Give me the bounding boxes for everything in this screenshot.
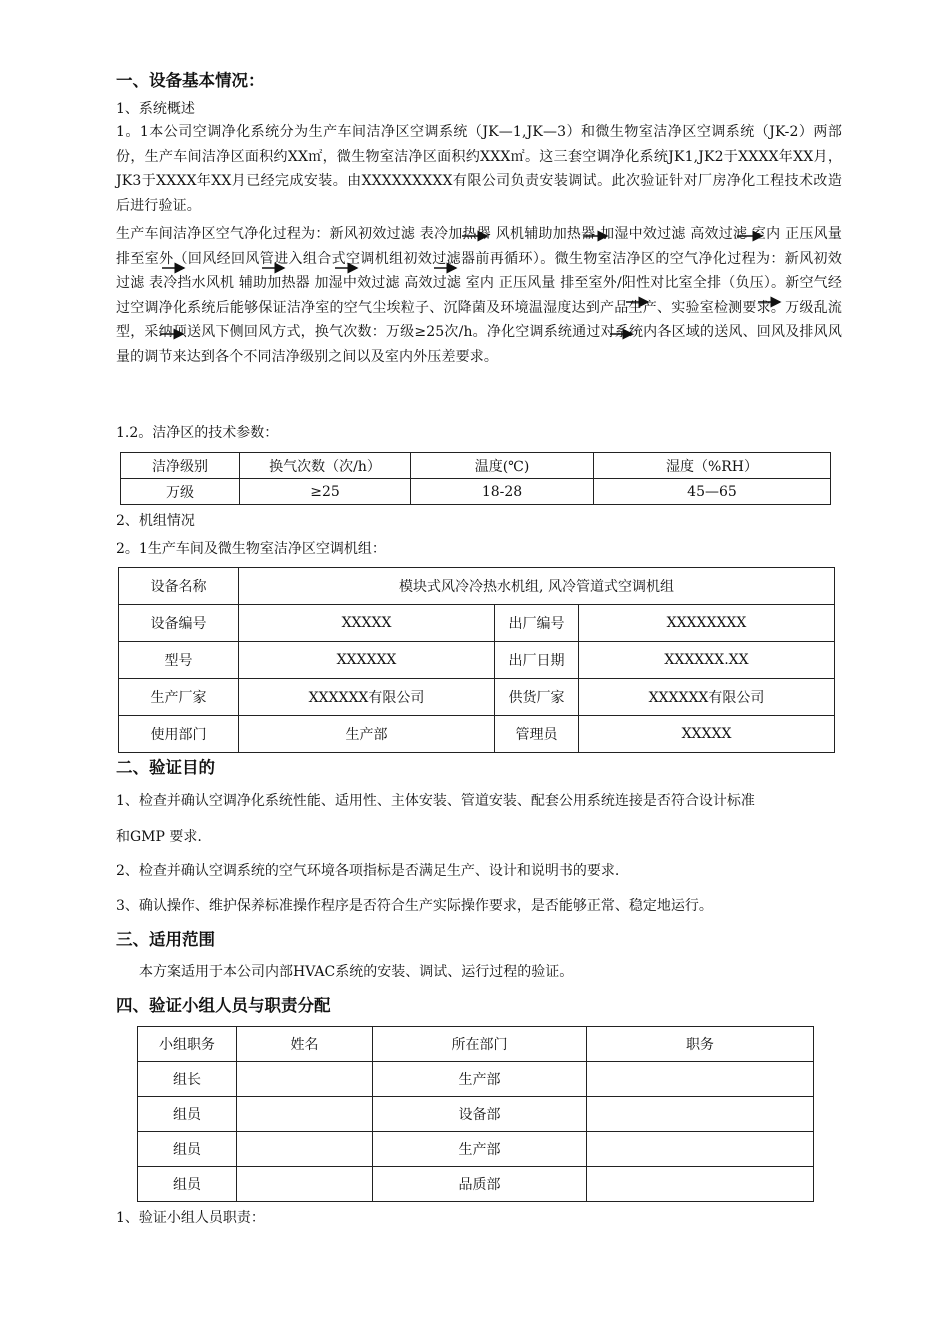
section-4-heading: 四、验证小组人员与职责分配 xyxy=(116,996,331,1015)
section-2-heading: 二、验证目的 xyxy=(116,758,215,777)
table-label-cell: 供货厂家 xyxy=(495,679,579,716)
table-cell xyxy=(587,1167,814,1202)
table-cell: XXXXXX xyxy=(239,642,495,679)
table-label-cell: 设备名称 xyxy=(119,568,239,605)
table-row xyxy=(138,1167,814,1202)
table-cell: 组员 xyxy=(138,1097,237,1132)
table-cell: XXXXX xyxy=(239,605,495,642)
subheading-tech-params: 1.2。洁净区的技术参数： xyxy=(116,425,279,441)
purpose-item-1-continued: 和GMP 要求. xyxy=(116,829,202,845)
table-cell: 组长 xyxy=(138,1062,237,1097)
table-row xyxy=(121,453,831,479)
table-cell xyxy=(587,1097,814,1132)
subheading-unit-status: 2、机组情况 xyxy=(116,513,195,529)
table-header-cell: 小组职务 xyxy=(138,1027,237,1062)
section-1-heading: 一、设备基本情况： xyxy=(116,71,265,90)
table-cell: 组员 xyxy=(138,1132,237,1167)
section-3-heading: 三、适用范围 xyxy=(116,930,215,949)
table-cell: 生产部 xyxy=(373,1132,587,1167)
table-cell: 45—65 xyxy=(594,479,831,505)
table-cell: 生产部 xyxy=(239,716,495,753)
tech-params-table xyxy=(120,452,831,505)
table-label-cell: 生产厂家 xyxy=(119,679,239,716)
table-label-cell: 型号 xyxy=(119,642,239,679)
table-cell xyxy=(587,1062,814,1097)
table-row xyxy=(119,716,835,753)
table-cell xyxy=(237,1167,373,1202)
table-cell: 生产部 xyxy=(373,1062,587,1097)
subheading-ahu: 2。1生产车间及微生物室洁净区空调机组： xyxy=(116,541,386,557)
table-header-cell: 姓名 xyxy=(237,1027,373,1062)
table-row xyxy=(138,1062,814,1097)
table-cell xyxy=(237,1132,373,1167)
table-header-cell: 所在部门 xyxy=(373,1027,587,1062)
table-cell: XXXXXX有限公司 xyxy=(579,679,835,716)
table-cell: 模块式风冷冷热水机组, 风冷管道式空调机组 xyxy=(239,568,835,605)
table-label-cell: 管理员 xyxy=(495,716,579,753)
purpose-item-3: 3、确认操作、维护保养标准操作程序是否符合生产实际操作要求，是否能够正常、稳定地运行。 xyxy=(116,898,713,914)
table-cell: 万级 xyxy=(121,479,240,505)
table-cell: XXXXXX.XX xyxy=(579,642,835,679)
paragraph-system-overview: 1。1本公司空调净化系统分为生产车间洁净区空调系统（JK—1,JK—3）和微生物室洁净区空调系统（JK-2）两部份，生产车间洁净区面积约XX㎡，微生物室洁净区面积约XXX㎡。这三套空调净化系统JK1,JK2于XXXX年XX月，JK3于XXXX年XX月已经完成安装。由XXXXXXXXX有限公司负责安装调试。此次验证针对厂房净化工程技术改造后进行验证。 xyxy=(116,124,842,214)
table-cell: 品质部 xyxy=(373,1167,587,1202)
table-cell: XXXXXXXX xyxy=(579,605,835,642)
subheading-system-overview: 1、系统概述 xyxy=(116,101,195,117)
table-cell: 设备部 xyxy=(373,1097,587,1132)
table-label-cell: 使用部门 xyxy=(119,716,239,753)
paragraph-purification-process: 生产车间洁净区空气净化过程为：新风初效过滤 表冷加热器 风机辅助加热器 加湿中效过滤 高效过滤 室内 正压风量 排至室外（回风经回风管进入组合式空调机组初效过滤器前再循环）。微生物室洁净区的空气净化过程为：新风初效过滤 表冷挡水风机 辅助加热器 加湿中效过滤 高效过滤 室内 正压风量 排至室外/阳性对比室全排（负压）。新空气经过空调净化系统后能够保证洁净室的空气尘埃粒子、沉降菌及环境温湿度达到产品生产、实验室检测要求。万级乱流型，采纳顶送风下侧回风方式，换气次数：万级≥25次/h。净化空调系统通过对系统内各区域的送风、回风及排风风量的调节来达到各个不同洁净级别之间以及室内外压差要求。 xyxy=(116,226,842,365)
table-header-cell: 换气次数（次/h） xyxy=(240,453,411,479)
table-cell xyxy=(587,1132,814,1167)
table-cell: XXXXXX有限公司 xyxy=(239,679,495,716)
table-cell: 18-28 xyxy=(411,479,594,505)
table-row xyxy=(119,568,835,605)
table-row xyxy=(138,1027,814,1062)
table-cell: 组员 xyxy=(138,1167,237,1202)
table-header-cell: 湿度（%RH） xyxy=(594,453,831,479)
table-label-cell: 出厂编号 xyxy=(495,605,579,642)
unit-info-table xyxy=(118,567,835,753)
table-label-cell: 设备编号 xyxy=(119,605,239,642)
purpose-item-2: 2、检查并确认空调系统的空气环境各项指标是否满足生产、设计和说明书的要求. xyxy=(116,863,620,879)
table-row xyxy=(138,1097,814,1132)
team-table xyxy=(137,1026,814,1202)
table-row xyxy=(121,479,831,505)
table-label-cell: 出厂日期 xyxy=(495,642,579,679)
table-cell: XXXXX xyxy=(579,716,835,753)
table-row xyxy=(119,679,835,716)
table-row xyxy=(138,1132,814,1167)
table-cell xyxy=(237,1097,373,1132)
table-cell xyxy=(237,1062,373,1097)
purpose-item-1: 1、检查并确认空调净化系统性能、适用性、主体安装、管道安装、配套公用系统连接是否符合设计标准 xyxy=(116,793,755,809)
table-header-cell: 温度(℃) xyxy=(411,453,594,479)
table-header-cell: 洁净级别 xyxy=(121,453,240,479)
table-row xyxy=(119,605,835,642)
table-cell: ≥25 xyxy=(240,479,411,505)
table-header-cell: 职务 xyxy=(587,1027,814,1062)
team-duty-subheading: 1、验证小组人员职责： xyxy=(116,1210,265,1226)
scope-text: 本方案适用于本公司内部HVAC系统的安装、调试、运行过程的验证。 xyxy=(139,964,574,980)
table-row xyxy=(119,642,835,679)
